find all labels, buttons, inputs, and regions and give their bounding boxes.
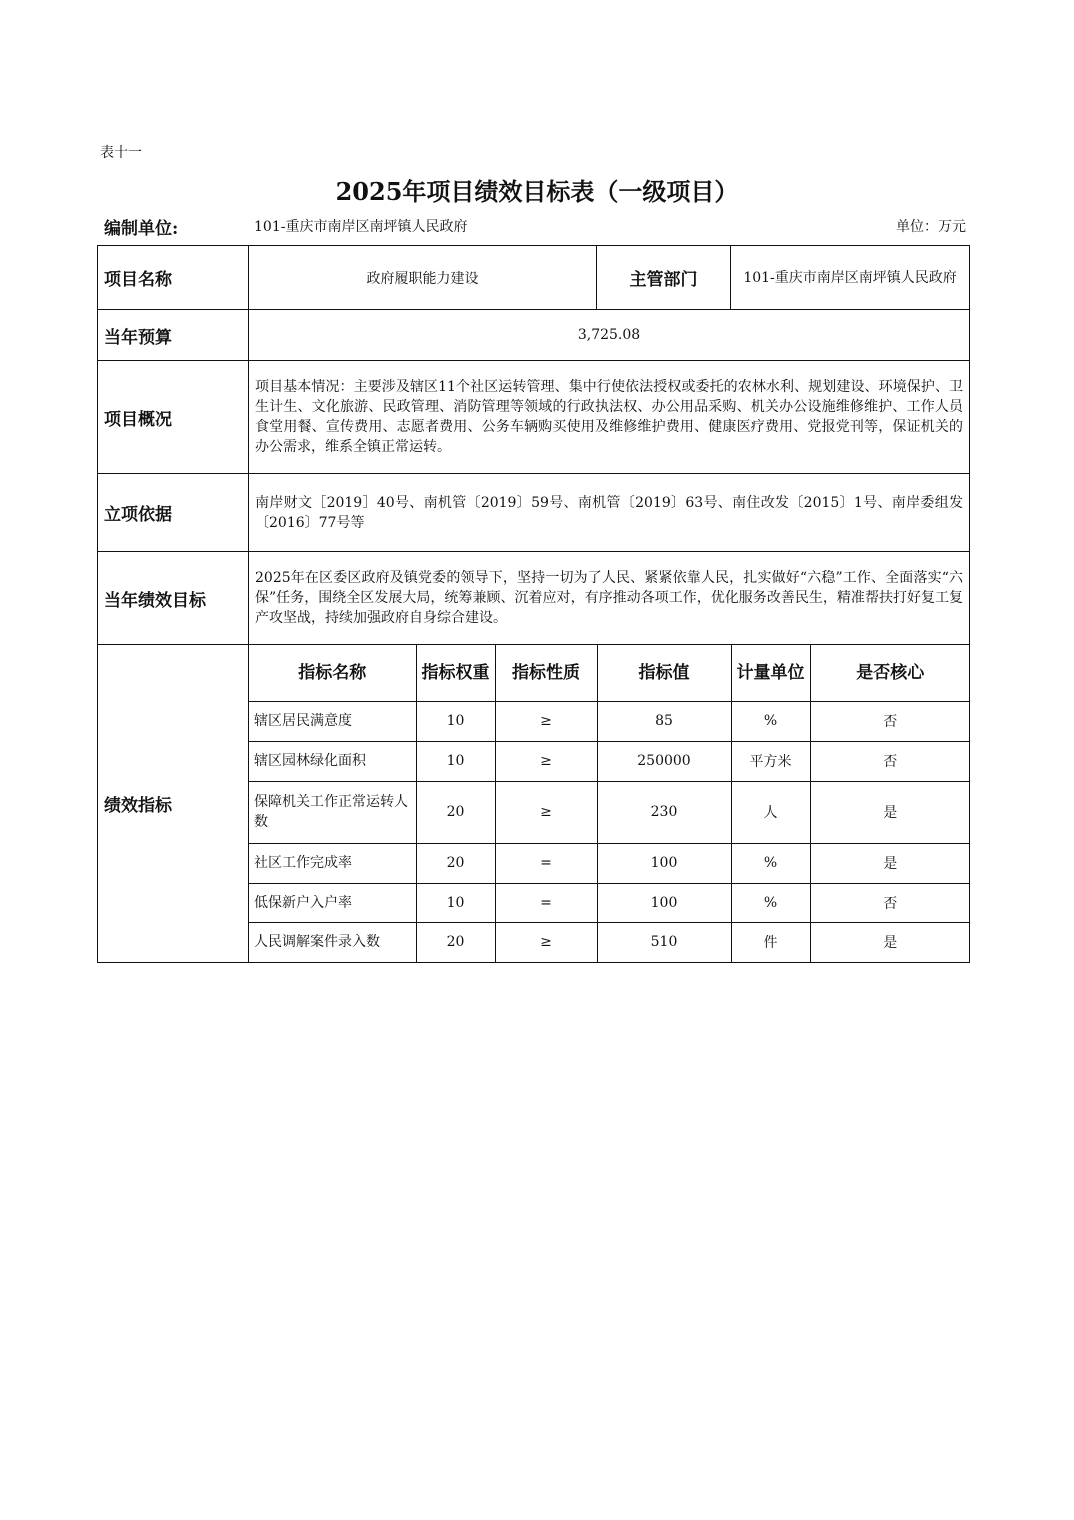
basis-label: 立项依据	[98, 474, 249, 552]
indicator-name: 社区工作完成率	[249, 843, 416, 883]
indicator-unit: 件	[731, 922, 810, 962]
indicator-nature: =	[495, 883, 597, 922]
project-name-label: 项目名称	[98, 246, 249, 310]
table-row	[249, 843, 970, 883]
indicator-value: 85	[597, 701, 731, 741]
indicators-table	[249, 645, 970, 962]
indicator-core: 否	[810, 741, 970, 781]
indicator-value: 100	[597, 883, 731, 922]
indicator-value: 230	[597, 781, 731, 843]
indicator-name: 保障机关工作正常运转人数	[249, 781, 416, 843]
indicator-core: 是	[810, 922, 970, 962]
table-row	[249, 922, 970, 962]
indicator-weight: 20	[416, 922, 495, 962]
table-row	[249, 883, 970, 922]
indicator-value: 250000	[597, 741, 731, 781]
indicator-unit: 人	[731, 781, 810, 843]
indicator-weight: 10	[416, 701, 495, 741]
indicators-label: 绩效指标	[98, 645, 249, 963]
indicator-weight: 10	[416, 741, 495, 781]
indicator-nature: ≥	[495, 781, 597, 843]
indicator-unit: %	[731, 883, 810, 922]
overview-label: 项目概况	[98, 361, 249, 474]
goal-label: 当年绩效目标	[98, 552, 249, 645]
header-indicator-name: 指标名称	[249, 645, 416, 701]
indicator-nature: =	[495, 843, 597, 883]
indicator-name: 辖区居民满意度	[249, 701, 416, 741]
dept-value: 101-重庆市南岸区南坪镇人民政府	[731, 246, 970, 310]
project-name-value: 政府履职能力建设	[249, 246, 597, 310]
org-value: 101-重庆市南岸区南坪镇人民政府	[254, 219, 468, 235]
indicator-name: 人民调解案件录入数	[249, 922, 416, 962]
basis-value: 南岸财文［2019］40号、南机管〔2019〕59号、南机管〔2019〕63号、南住改发〔2015〕1号、南岸委组发〔2016〕77号等	[249, 474, 970, 552]
indicator-nature: ≥	[495, 741, 597, 781]
indicator-unit: %	[731, 843, 810, 883]
indicator-value: 100	[597, 843, 731, 883]
indicator-weight: 20	[416, 781, 495, 843]
indicator-weight: 10	[416, 883, 495, 922]
header-unit: 计量单位	[731, 645, 810, 701]
indicator-core: 否	[810, 701, 970, 741]
indicator-weight: 20	[416, 843, 495, 883]
indicator-nature: ≥	[495, 922, 597, 962]
indicator-nature: ≥	[495, 701, 597, 741]
performance-target-table	[97, 245, 970, 963]
budget-label: 当年预算	[98, 310, 249, 361]
indicator-unit: %	[731, 701, 810, 741]
goal-value: 2025年在区委区政府及镇党委的领导下，坚持一切为了人民、紧紧依靠人民，扎实做好“六稳”工作、全面落实“六保”任务，围绕全区发展大局，统筹兼顾、沉着应对，有序推动各项工作，优化服务改善民生，精准帮扶打好复工复产攻坚战，持续加强政府自身综合建设。	[249, 552, 970, 645]
indicator-core: 是	[810, 843, 970, 883]
header-nature: 指标性质	[495, 645, 597, 701]
header-value: 指标值	[597, 645, 731, 701]
dept-label: 主管部门	[597, 246, 731, 310]
table-number: 表十一	[100, 145, 142, 161]
indicator-value: 510	[597, 922, 731, 962]
indicator-core: 是	[810, 781, 970, 843]
budget-value: 3,725.08	[249, 310, 970, 361]
header-core: 是否核心	[810, 645, 970, 701]
indicator-name: 低保新户入户率	[249, 883, 416, 922]
indicator-unit: 平方米	[731, 741, 810, 781]
indicator-core: 否	[810, 883, 970, 922]
indicators-header-row	[249, 645, 970, 701]
indicator-name: 辖区园林绿化面积	[249, 741, 416, 781]
overview-value: 项目基本情况：主要涉及辖区11个社区运转管理、集中行使依法授权或委托的农林水利、规划建设、环境保护、卫生计生、文化旅游、民政管理、消防管理等领域的行政执法权、办公用品采购、机关办公设施维修维护、工作人员食堂用餐、宣传费用、志愿者费用、公务车辆购买使用及维修维护费用、健康医疗费用、党报党刊等，保证机关的办公需求，维系全镇正常运转。	[249, 361, 970, 474]
table-row	[249, 701, 970, 741]
unit-label: 单位：万元	[896, 219, 966, 235]
org-label: 编制单位:	[104, 219, 179, 239]
header-weight: 指标权重	[416, 645, 495, 701]
page-title: 2025年项目绩效目标表（一级项目）	[335, 177, 739, 206]
table-row	[249, 741, 970, 781]
table-row	[249, 781, 970, 843]
